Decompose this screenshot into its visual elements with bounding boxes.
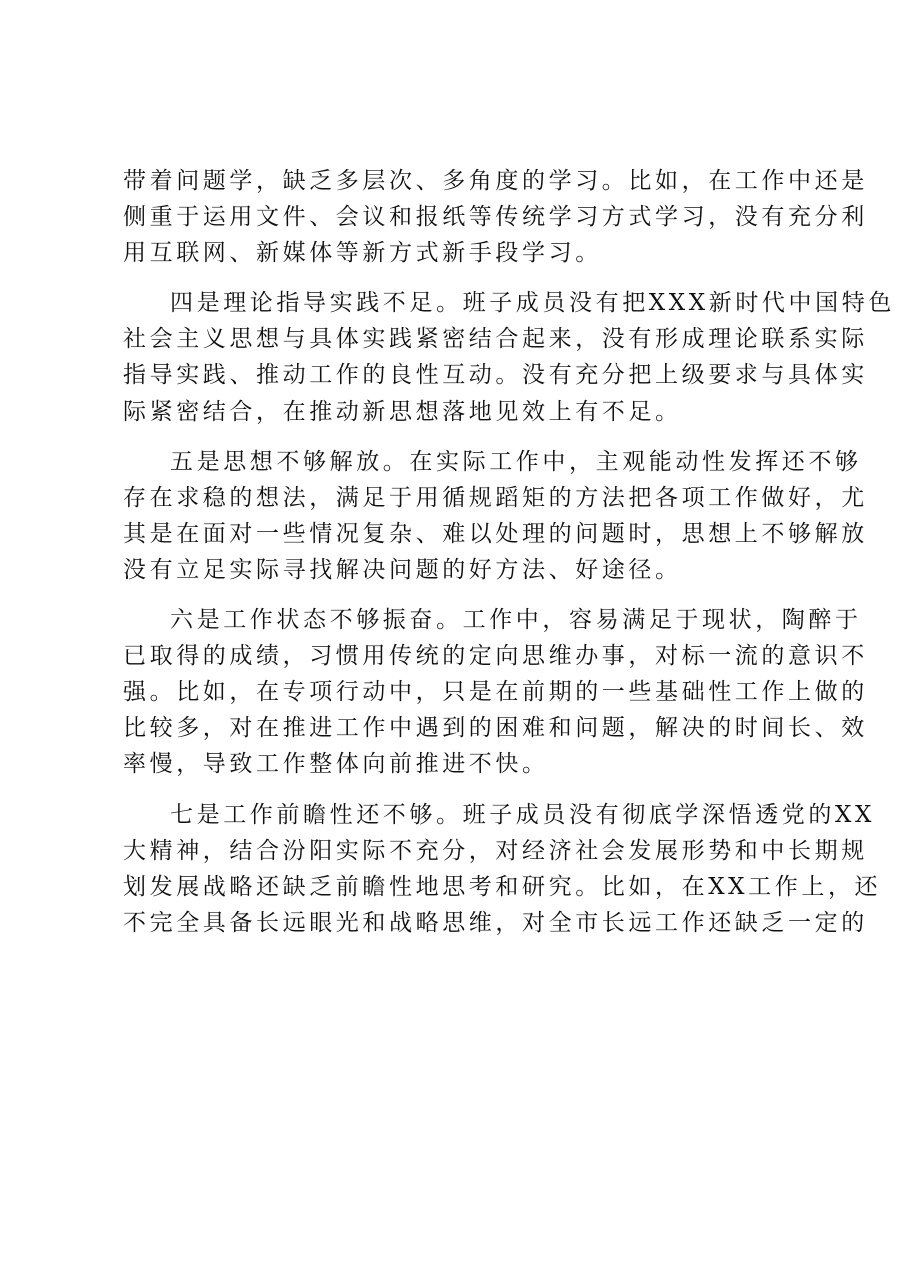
text-line: 比较多，对在推进工作中遇到的困难和问题，解决的时间长、效: [123, 715, 868, 742]
document-body: [123, 163, 895, 941]
text-line: 其是在面对一些情况复杂、难以处理的问题时，思想上不够解放: [123, 520, 868, 547]
paragraph-continuation: [123, 163, 868, 271]
paragraph-gap: [123, 783, 813, 797]
paragraph-point-four: [123, 285, 895, 429]
text-line: 没有立足实际寻找解决问题的好方法、好途径。: [123, 556, 682, 583]
text-line: 四是理论指导实践不足。班子成员没有把XXX新时代中国特色: [170, 290, 895, 317]
paragraph-point-six: [123, 602, 868, 782]
text-line: 带着问题学，缺乏多层次、多角度的学习。比如，在工作中还是: [123, 168, 868, 194]
paragraph-gap: [123, 588, 813, 602]
text-line: 划发展战略还缺乏前瞻性地思考和研究。比如，在XX工作上，还: [123, 873, 882, 900]
paragraph-gap: [123, 271, 813, 285]
paragraph-point-seven: [123, 797, 882, 941]
text-line: 际紧密结合，在推动新思想落地见效上有不足。: [123, 398, 682, 425]
text-line: 社会主义思想与具体实践紧密结合起来，没有形成理论联系实际: [123, 326, 868, 353]
text-line: 指导实践、推动工作的良性互动。没有充分把上级要求与具体实: [123, 362, 868, 389]
text-line: 侧重于运用文件、会议和报纸等传统学习方式学习，没有充分利: [123, 204, 868, 231]
text-line: 强。比如，在专项行动中，只是在前期的一些基础性工作上做的: [123, 679, 868, 706]
text-line: 七是工作前瞻性还不够。班子成员没有彻底学深悟透党的XX: [170, 801, 875, 828]
text-line: 五是思想不够解放。在实际工作中，主观能动性发挥还不够: [170, 448, 862, 475]
paragraph-point-five: [123, 444, 868, 588]
text-line: 用互联网、新媒体等新方式新手段学习。: [123, 240, 602, 267]
text-line: 六是工作状态不够振奋。工作中，容易满足于现状，陶醉于: [170, 607, 862, 634]
text-line: 率慢，导致工作整体向前推进不快。: [123, 751, 549, 778]
text-line: 大精神，结合汾阳实际不充分，对经济社会发展形势和中长期规: [123, 837, 868, 864]
text-line: 存在求稳的想法，满足于用循规蹈矩的方法把各项工作做好，尤: [123, 484, 868, 511]
text-line: 不完全具备长远眼光和战略思维，对全市长远工作还缺乏一定的: [123, 909, 868, 936]
text-line: 已取得的成绩，习惯用传统的定向思维办事，对标一流的意识不: [123, 643, 868, 670]
paragraph-gap: [123, 430, 813, 444]
